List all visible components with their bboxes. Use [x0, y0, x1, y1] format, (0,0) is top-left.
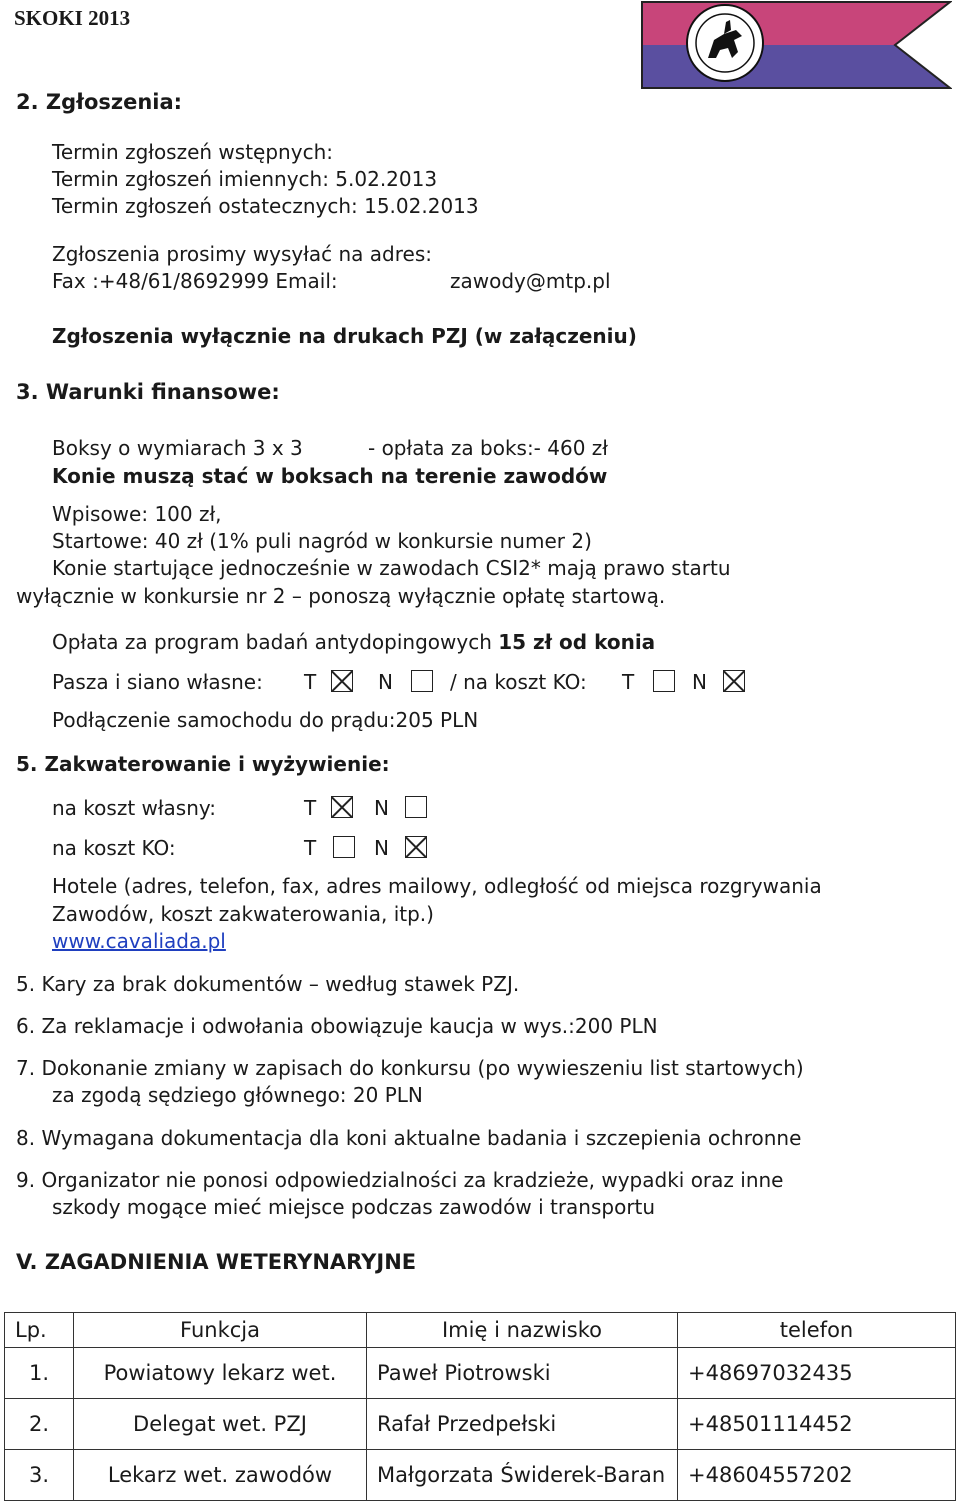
feed-own-t — [304, 670, 353, 694]
item-7-line-1: 7. Dokonanie zmiany w zapisach do konkursu (po wywieszeniu list startowych) — [16, 1056, 804, 1080]
table-row — [5, 1399, 956, 1450]
t-label: T — [304, 836, 317, 860]
csi-note-2: wyłącznie w konkursie nr 2 – ponoszą wyłącznie opłatę startową. — [16, 584, 666, 608]
row-name: Małgorzata Świderek-Baran — [367, 1450, 678, 1501]
item-9-line-2: szkody mogące mieć miejsce podczas zawodów i transportu — [52, 1195, 656, 1219]
t-label: T — [304, 796, 317, 820]
ko-cost-n — [374, 836, 427, 860]
feed-label: Pasza i siano własne: — [52, 670, 263, 694]
prelim-deadline: Termin zgłoszeń wstępnych: — [52, 140, 333, 164]
table-header-row — [5, 1313, 956, 1348]
item-6: 6. Za reklamacje i odwołania obowiązuje kaucja w wys.:200 PLN — [16, 1014, 658, 1038]
forms-note: Zgłoszenia wyłącznie na drukach PZJ (w załączeniu) — [52, 324, 637, 348]
vet-contacts-table — [4, 1312, 956, 1501]
column-header-function: Funkcja — [74, 1313, 367, 1348]
vet-heading: V. ZAGADNIENIA WETERYNARYJNE — [16, 1250, 417, 1274]
section-5-heading: 5. Zakwaterowanie i wyżywienie: — [16, 752, 390, 776]
boxes-size: Boksy o wymiarach 3 x 3 — [52, 436, 303, 460]
address-label: Zgłoszenia prosimy wysyłać na adres: — [52, 242, 432, 266]
fax-line: Fax :+48/61/8692999 Email: — [52, 269, 338, 293]
start-fee: Startowe: 40 zł (1% puli nagród w konkursie numer 2) — [52, 529, 592, 553]
row-phone: +48697032435 — [678, 1348, 956, 1399]
hotels-line-1: Hotele (adres, telefon, fax, adres mailowy, odległość od miejsca rozgrywania — [52, 874, 822, 898]
t-label: T — [622, 670, 635, 694]
feed-own-no-checkbox[interactable] — [411, 670, 433, 692]
row-name: Rafał Przedpełski — [367, 1399, 678, 1450]
n-label: N — [378, 670, 393, 694]
final-deadline: Termin zgłoszeń ostatecznych: 15.02.2013 — [52, 194, 479, 218]
item-5: 5. Kary za brak dokumentów – według stawek PZJ. — [16, 972, 520, 996]
feed-ko-n — [692, 670, 745, 694]
power-connection: Podłączenie samochodu do prądu:205 PLN — [52, 708, 479, 732]
email-address[interactable]: zawody@mtp.pl — [450, 269, 611, 293]
n-label: N — [692, 670, 707, 694]
doping-fee-amount: 15 zł od konia — [498, 630, 656, 654]
row-function: Lekarz wet. zawodów — [74, 1450, 367, 1501]
item-8: 8. Wymagana dokumentacja dla koni aktualne badania i szczepienia ochronne — [16, 1126, 802, 1150]
entry-fee: Wpisowe: 100 zł, — [52, 502, 222, 526]
feed-own-n — [378, 670, 433, 694]
section-2-heading: 2. Zgłoszenia: — [16, 90, 183, 114]
ko-cost-no-checkbox[interactable] — [405, 836, 427, 858]
own-cost-label: na koszt własny: — [52, 796, 217, 820]
cavaliada-link[interactable]: www.cavaliada.pl — [52, 929, 226, 953]
column-header-name: Imię i nazwisko — [367, 1313, 678, 1348]
own-cost-n — [374, 796, 427, 820]
ko-cost-t — [304, 836, 355, 860]
own-cost-yes-checkbox[interactable] — [331, 796, 353, 818]
feed-own-yes-checkbox[interactable] — [331, 670, 353, 692]
feed-ko-yes-checkbox[interactable] — [653, 670, 675, 692]
table-row — [5, 1450, 956, 1501]
row-function: Delegat wet. PZJ — [74, 1399, 367, 1450]
column-header-phone: telefon — [678, 1313, 956, 1348]
row-number: 1. — [5, 1348, 74, 1399]
row-name: Paweł Piotrowski — [367, 1348, 678, 1399]
ko-cost-label: na koszt KO: — [52, 836, 176, 860]
t-label: T — [304, 670, 317, 694]
boxes-requirement: Konie muszą stać w boksach na terenie zawodów — [52, 464, 608, 488]
feed-ko-no-checkbox[interactable] — [723, 670, 745, 692]
row-number: 2. — [5, 1399, 74, 1450]
n-label: N — [374, 836, 389, 860]
named-deadline: Termin zgłoszeń imiennych: 5.02.2013 — [52, 167, 438, 191]
doping-fee — [52, 630, 655, 654]
own-cost-t — [304, 796, 353, 820]
doping-fee-label: Opłata za program badań antydopingowych — [52, 630, 492, 654]
feed-ko-label: / na koszt KO: — [450, 670, 587, 694]
row-phone: +48604557202 — [678, 1450, 956, 1501]
csi-note-1: Konie startujące jednocześnie w zawodach CSI2* mają prawo startu — [52, 556, 731, 580]
pzj-flag-logo — [640, 0, 952, 90]
feed-ko-t — [622, 670, 675, 694]
row-number: 3. — [5, 1450, 74, 1501]
ko-cost-yes-checkbox[interactable] — [333, 836, 355, 858]
own-cost-no-checkbox[interactable] — [405, 796, 427, 818]
item-7-line-2: za zgodą sędziego głównego: 20 PLN — [52, 1083, 423, 1107]
section-3-heading: 3. Warunki finansowe: — [16, 380, 280, 404]
item-9-line-1: 9. Organizator nie ponosi odpowiedzialności za kradzieże, wypadki oraz inne — [16, 1168, 784, 1192]
boxes-fee: - opłata za boks:- 460 zł — [368, 436, 608, 460]
table-row — [5, 1348, 956, 1399]
hotels-line-2: Zawodów, koszt zakwaterowania, itp.) — [52, 902, 434, 926]
row-function: Powiatowy lekarz wet. — [74, 1348, 367, 1399]
n-label: N — [374, 796, 389, 820]
column-header-lp: Lp. — [5, 1313, 74, 1348]
row-phone: +48501114452 — [678, 1399, 956, 1450]
document-header: SKOKI 2013 — [14, 6, 131, 30]
